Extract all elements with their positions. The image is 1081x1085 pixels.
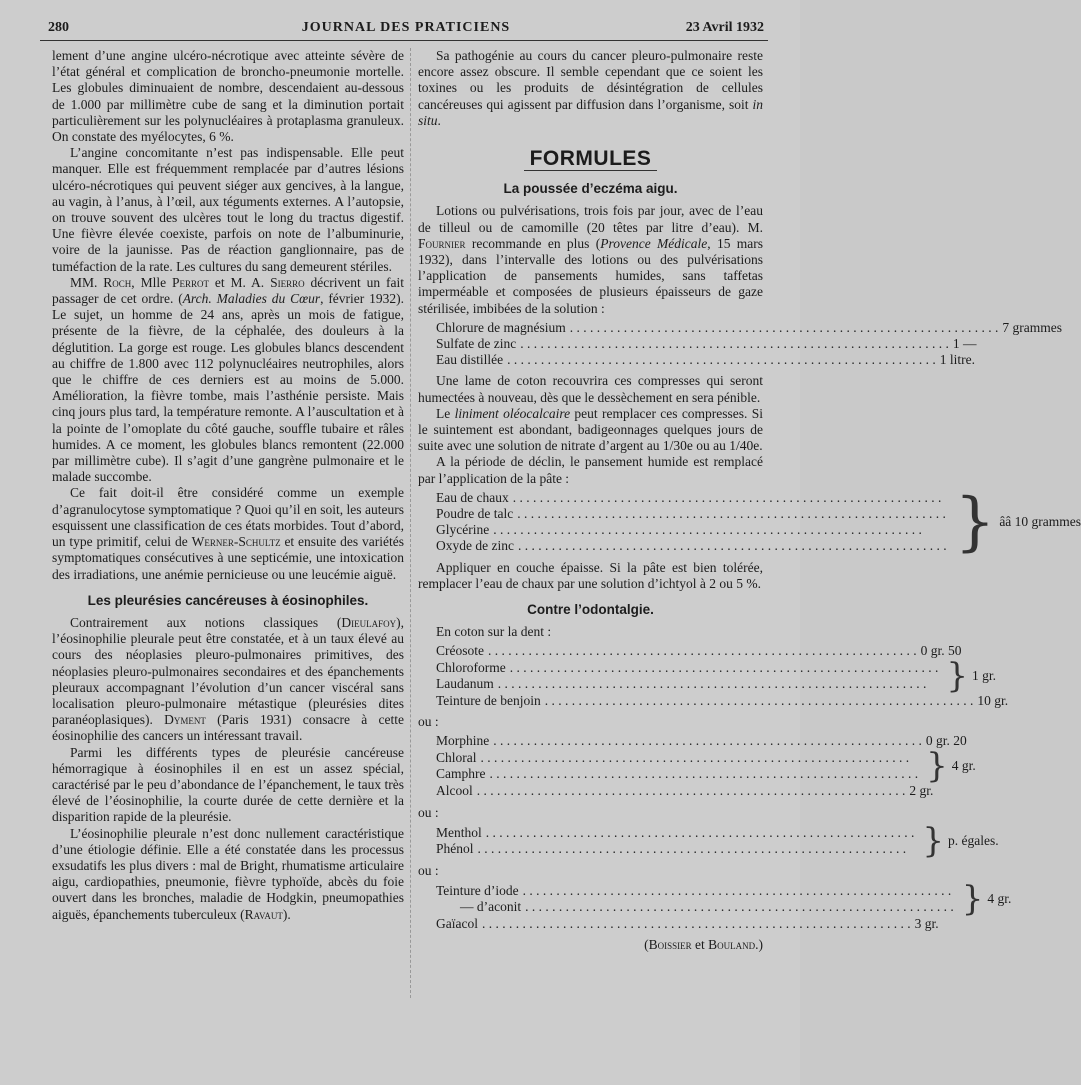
signature: (Boissier et Bouland.) bbox=[644, 937, 763, 953]
issue-date: 23 Avril 1932 bbox=[685, 20, 764, 35]
section-heading: Les pleurésies cancéreuses à éosinophiles. bbox=[87, 592, 369, 608]
paragraph: Contrairement aux notions classiques (Dieulafoy), l’éosinophilie pleurale peut être constatée, et à un taux élevé au cours des néoplasies pleuro-pulmonaires primitives, des néoplasies pleuro-pulmonaires secondaires et des épanchements pleuraux accompagnant l’évolution d’un cancer viscéral sans localisation pleuro-pulmonaire métastique (pleurésies dites paranéoplasiques). Dyment (Paris 1931) consacre à cette éosinophilie des cancers un intéressant travail. bbox=[52, 614, 404, 744]
author-name: Werner-Schultz bbox=[191, 534, 281, 550]
header-rule bbox=[40, 40, 768, 41]
alternative-label: ou : bbox=[418, 862, 439, 878]
formula-row: Alcool . . . 2 gr. bbox=[436, 783, 763, 799]
brace-icon: } bbox=[946, 655, 969, 696]
formula-row: Eau de chaux . . . bbox=[436, 490, 951, 506]
formula-row: Eau distillée . . . 1 litre. bbox=[436, 352, 763, 368]
paragraph: Lotions ou pulvérisations, trois fois par jour, avec de l’eau de tilleul ou de camomille (20 têtes par litre d’eau). M. Fournier recommande en plus (Provence Médicale, 15 mars 1932), dans l’intervalle des lotions ou des pulvérisations l’application de pansements humides, sans taffetas imperméable et composées de plusieurs épaisseurs de gaze stérilisée, imbibées de la solution : bbox=[418, 203, 763, 316]
eczema-heading: La poussée d’eczéma aigu. bbox=[503, 181, 678, 197]
formula-row: Poudre de talc . . . bbox=[436, 506, 951, 522]
paragraph: lement d’une angine ulcéro-nécrotique avec atteinte sévère de l’état général et complication de broncho-pneumonie mortelle. Les globules diminuaient de nombre, descendaient au-dessous de 1.000 par millimètre cube de sang et la diminution portait particulièrement sur les polynucléaires à protaplasma granuleux. On constate des myélocytes, 6 %. bbox=[52, 48, 404, 145]
paragraph: Sa pathogénie au cours du cancer pleuro-pulmonaire reste encore assez obscure. Il semble cependant que ce soient les toxines ou les produits de désintégration de cellules cancéreuses qui agissent par diffusion dans l’organisme, soit in situ. bbox=[418, 48, 763, 128]
formula-row: Camphre . . . bbox=[436, 766, 922, 782]
column-separator bbox=[410, 48, 411, 998]
formula-row: Phénol . . . bbox=[436, 841, 918, 857]
formules-title: FORMULES bbox=[418, 151, 763, 167]
paragraph: En coton sur la dent : bbox=[436, 624, 552, 640]
formula-row: Morphine . . . 0 gr. 20 bbox=[436, 733, 763, 749]
author-name: Fournier bbox=[418, 235, 466, 251]
formula-row: Sulfate de zinc . . . 1 — bbox=[436, 336, 763, 352]
author-name: Roch bbox=[103, 274, 132, 290]
brace-icon: } bbox=[954, 485, 996, 560]
odontalgie-heading: Contre l’odontalgie. bbox=[527, 602, 654, 618]
paragraph: L’angine concomitante n’est pas indispensable. Elle peut manquer. Elle est fréquemment remplacée par d’autres lésions ulcéro-nécrotiques qui peuvent siéger aux gencives, à la langue, au vagin, à l’anus, à l’œil, aux téguments externes. A l’autopsie, on trouve souvent des ulcères tout le long du tractus digestif. Une fièvre élevée coexiste, parfois on note de l’albuminurie, voire de la jaunisse. Pas de réaction ganglionnaire, pas de tuméfaction de la rate. Les cultures du sang demeurent stériles. bbox=[52, 145, 404, 274]
formula-row: Laudanum . . . bbox=[436, 676, 942, 692]
formula-row: Créosote . . . 0 gr. 50 bbox=[436, 643, 763, 659]
odontalgie-formula-4: Teinture d’iode . . . — d’aconit . . . } 4 gr. Gaïacol . . . 3 gr. bbox=[436, 882, 763, 932]
page-number: 280 bbox=[48, 20, 69, 35]
brace-icon: } bbox=[926, 746, 948, 787]
formula-row: Chloral . . . bbox=[436, 750, 922, 766]
paragraph: Parmi les différents types de pleurésie cancéreuse hémorragique à éosinophiles il en est un assez spécial, caractérisé par le peu d’abondance de l’épanchement, le taux très élevé de l’éosinophilie, la courte durée de cette dernière et la disparition rapide de la pleurésie. bbox=[52, 744, 404, 825]
author-name: Perrot bbox=[171, 274, 209, 290]
paragraph: L’éosinophilie pleurale n’est donc nullement caractéristique d’une étiologie définie. Elle a été constatée dans les processus exsudatifs les plus divers : mal de Bright, rhumatisme articulaire aigu, cardiopathies, pneumonie, fièvre typhoïde, abcès du foie ouvert dans les bronches, maladie de Hodgkin, pneumopathies aiguës, épanchements tuberculeux (Ravaut). bbox=[52, 825, 404, 922]
formula-row: Chloroforme . . . bbox=[436, 660, 942, 676]
citation: Arch. Maladies du Cœur bbox=[182, 291, 321, 307]
author-name: Sierro bbox=[270, 274, 305, 290]
brace-icon: } bbox=[961, 878, 984, 919]
paragraph: Le liniment oléocalcaire peut remplacer ces compresses. Si le suintement est abondant, badigeonnages quelques jours de suite avec une solution de nitrate d’argent au 1/30e ou au 1/40e. bbox=[418, 405, 764, 454]
author-name: Dyment bbox=[164, 712, 206, 728]
formula-row: — d’aconit . . . bbox=[436, 899, 958, 915]
right-column bbox=[418, 48, 1081, 953]
author-name: Ravaut bbox=[244, 906, 283, 922]
paragraph: Une lame de coton recouvrira ces compresses qui seront humectées à nouveau, dès que le dessèchement en sera pénible. bbox=[418, 373, 763, 405]
alternative-label: ou : bbox=[418, 804, 439, 820]
formula-row: Gaïacol . . . 3 gr. bbox=[436, 916, 763, 932]
formula-row: Menthol . . . bbox=[436, 825, 918, 841]
paragraph: MM. Roch, Mlle Perrot et M. A. Sierro décrivent un fait passager de cet ordre. (Arch. Maladies du Cœur, février 1932). Le sujet, un homme de 24 ans, après un mois de fatigue, présente de la fièvre, de la céphalée, des douleurs à la déglutition. La gorge est rouge. Les globules blancs descendent au chiffre de 1.800 avec 112 polynucléaires neutrophiles, alors que le chiffre de ces derniers est au moins de 5.000. Amélioration, la fièvre tombe, mais l’asthénie persiste. Mais cinq jours plus tard, la température remonte. A l’auscultation et à la pointe de l’omoplate du côté gauche, souffle tubaire et râles humides. A ce moment, les globules blancs remontent (22.000 par millimètre cube). Il s’agit d’une gangrène pulmonaire et le malade succombe. bbox=[52, 274, 404, 485]
page-header bbox=[48, 16, 764, 40]
odontalgie-formula-2: Morphine . . . 0 gr. 20 Chloral . . . Camphre . . . } 4 gr. Alcool . . . 2 gr. bbox=[436, 733, 763, 799]
odontalgie-formula-1: Créosote . . . 0 gr. 50 Chloroforme . . . Laudanum . . . } 1 gr. Teinture de benjoin . . . 10 gr. bbox=[436, 643, 763, 709]
paragraph: Appliquer en couche épaisse. Si la pâte est bien tolérée, remplacer l’eau de chaux par une solution d’ichtyol à 2 ou 5 %. bbox=[418, 559, 763, 591]
formula-row: Chlorure de magnésium . . . 7 grammes bbox=[436, 320, 763, 336]
formula-row: Teinture d’iode . . . bbox=[436, 883, 958, 899]
paste-formula: Eau de chaux . . . Poudre de talc . . . Glycérine . . . Oxyde de zinc . . . } ââ 10 grammes bbox=[436, 490, 763, 555]
journal-title: JOURNAL DES PRATICIENS bbox=[301, 20, 511, 35]
paragraph: A la période de déclin, le pansement humide est remplacé par l’application de la pâte : bbox=[418, 454, 763, 486]
author-name: Dieulafoy bbox=[341, 614, 397, 630]
alternative-label: ou : bbox=[418, 713, 439, 729]
odontalgie-formula-3: Menthol . . . Phénol . . . } p. égales. bbox=[436, 824, 763, 858]
formula-row: Teinture de benjoin . . . 10 gr. bbox=[436, 693, 763, 709]
formula-row: Oxyde de zinc . . . bbox=[436, 538, 951, 554]
paragraph: Ce fait doit-il être considéré comme un exemple d’agranulocytose symptomatique ? Quoi qu’il en soit, les auteurs esquissent une classification de ces états morbides. Tout d’abord, un type primitif, celui de Werner-Schultz et ensuite des variétés symptomatiques consécutives à une septicémie, une intoxication des irradiations, une anémie pernicieuse ou une leucémie aiguë. bbox=[52, 485, 404, 582]
brace-icon: } bbox=[922, 820, 945, 861]
formula-row: Glycérine . . . bbox=[436, 522, 951, 538]
left-column bbox=[52, 48, 404, 923]
solution-formula bbox=[436, 319, 1062, 369]
